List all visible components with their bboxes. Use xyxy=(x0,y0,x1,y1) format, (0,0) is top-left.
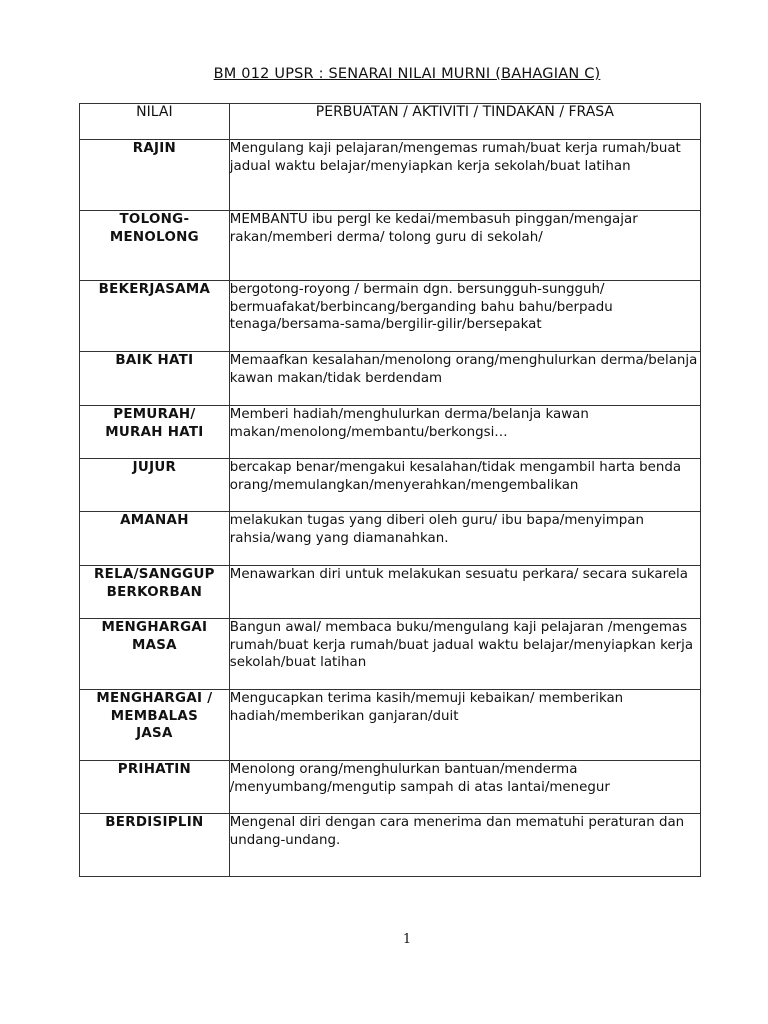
table-row xyxy=(80,281,701,352)
header-perbuatan: PERBUATAN / AKTIVITI / TINDAKAN / FRASA xyxy=(229,104,700,140)
table-row xyxy=(80,690,701,761)
table-row xyxy=(80,140,701,211)
value-name-cell xyxy=(80,566,230,619)
value-name-line: AMANAH xyxy=(120,513,189,528)
value-name-line: TOLONG- xyxy=(119,212,190,227)
value-name-line: MEMBALAS xyxy=(110,708,199,724)
table-header-row xyxy=(80,104,701,140)
value-name-line: BERDISIPLIN xyxy=(105,815,204,830)
value-name-line: BERKORBAN xyxy=(106,584,203,600)
value-name-line: BEKERJASAMA xyxy=(98,282,211,297)
value-description: Mengucapkan terima kasih/memuji kebaikan/ memberikan hadiah/memberikan ganjaran/duit xyxy=(229,690,700,761)
table-row xyxy=(80,352,701,406)
value-name-line: PRIHATIN xyxy=(117,762,192,777)
value-name-line: JUJUR xyxy=(132,460,177,475)
table-row xyxy=(80,566,701,619)
value-name-cell xyxy=(80,352,230,406)
value-name-cell xyxy=(80,690,230,761)
value-name-cell xyxy=(80,814,230,877)
value-name-line: RELA/SANGGUP xyxy=(94,567,215,582)
value-name-cell xyxy=(80,512,230,566)
value-description: Bangun awal/ membaca buku/mengulang kaji pelajaran /mengemas rumah/buat kerja rumah/buat jadual waktu belajar/menyiapkan kerja sekolah/buat latihan xyxy=(229,619,700,690)
page-number: 1 xyxy=(402,932,412,947)
value-name-line: RAJIN xyxy=(132,141,177,156)
value-name-cell xyxy=(80,211,230,281)
value-name-line: MASA xyxy=(131,637,177,653)
table-row xyxy=(80,406,701,459)
value-name-cell xyxy=(80,619,230,690)
table-row xyxy=(80,211,701,281)
value-name-line: MENOLONG xyxy=(109,229,199,245)
table-row xyxy=(80,459,701,512)
value-name-cell xyxy=(80,281,230,352)
value-name-cell xyxy=(80,140,230,211)
value-name-cell xyxy=(80,406,230,459)
document-title: BM 012 UPSR : SENARAI NILAI MURNI (BAHAGIAN C) xyxy=(213,66,601,82)
value-name-line: JASA xyxy=(136,726,173,741)
value-name-line: MURAH HATI xyxy=(105,424,204,440)
value-description: bergotong-royong / bermain dgn. bersungguh-sungguh/ bermuafakat/berbincang/berganding bahu bahu/berpadu tenaga/bersama-sama/bergilir-gilir/bersepakat xyxy=(229,281,700,352)
value-description: Menawarkan diri untuk melakukan sesuatu perkara/ secara sukarela xyxy=(229,566,700,619)
value-description: Memberi hadiah/menghulurkan derma/belanja kawan makan/menolong/membantu/berkongsi… xyxy=(229,406,700,459)
table-row xyxy=(80,814,701,877)
value-name-line: MENGHARGAI xyxy=(101,620,208,635)
table-row xyxy=(80,619,701,690)
value-name-cell xyxy=(80,459,230,512)
value-name-line: BAIK HATI xyxy=(115,353,194,368)
table-row xyxy=(80,512,701,566)
value-name-cell xyxy=(80,761,230,814)
value-description: melakukan tugas yang diberi oleh guru/ ibu bapa/menyimpan rahsia/wang yang diamanahkan. xyxy=(229,512,700,566)
header-nilai: NILAI xyxy=(80,104,230,140)
value-description: MEMBANTU ibu pergl ke kedai/membasuh pinggan/mengajar rakan/memberi derma/ tolong guru di sekolah/ xyxy=(229,211,700,281)
values-table xyxy=(79,103,701,877)
value-description: bercakap benar/mengakui kesalahan/tidak mengambil harta benda orang/memulangkan/menyerahkan/mengembalikan xyxy=(229,459,700,512)
value-name-line: PEMURAH/ xyxy=(113,407,196,422)
value-description: Memaafkan kesalahan/menolong orang/menghulurkan derma/belanja kawan makan/tidak berdendam xyxy=(229,352,700,406)
value-description: Mengenal diri dengan cara menerima dan mematuhi peraturan dan undang-undang. xyxy=(229,814,700,877)
value-description: Menolong orang/menghulurkan bantuan/menderma /menyumbang/mengutip sampah di atas lantai/menegur xyxy=(229,761,700,814)
value-name-line: MENGHARGAI / xyxy=(96,691,213,706)
table-row xyxy=(80,761,701,814)
value-description: Mengulang kaji pelajaran/mengemas rumah/buat kerja rumah/buat jadual waktu belajar/menyiapkan kerja sekolah/buat latihan xyxy=(229,140,700,211)
